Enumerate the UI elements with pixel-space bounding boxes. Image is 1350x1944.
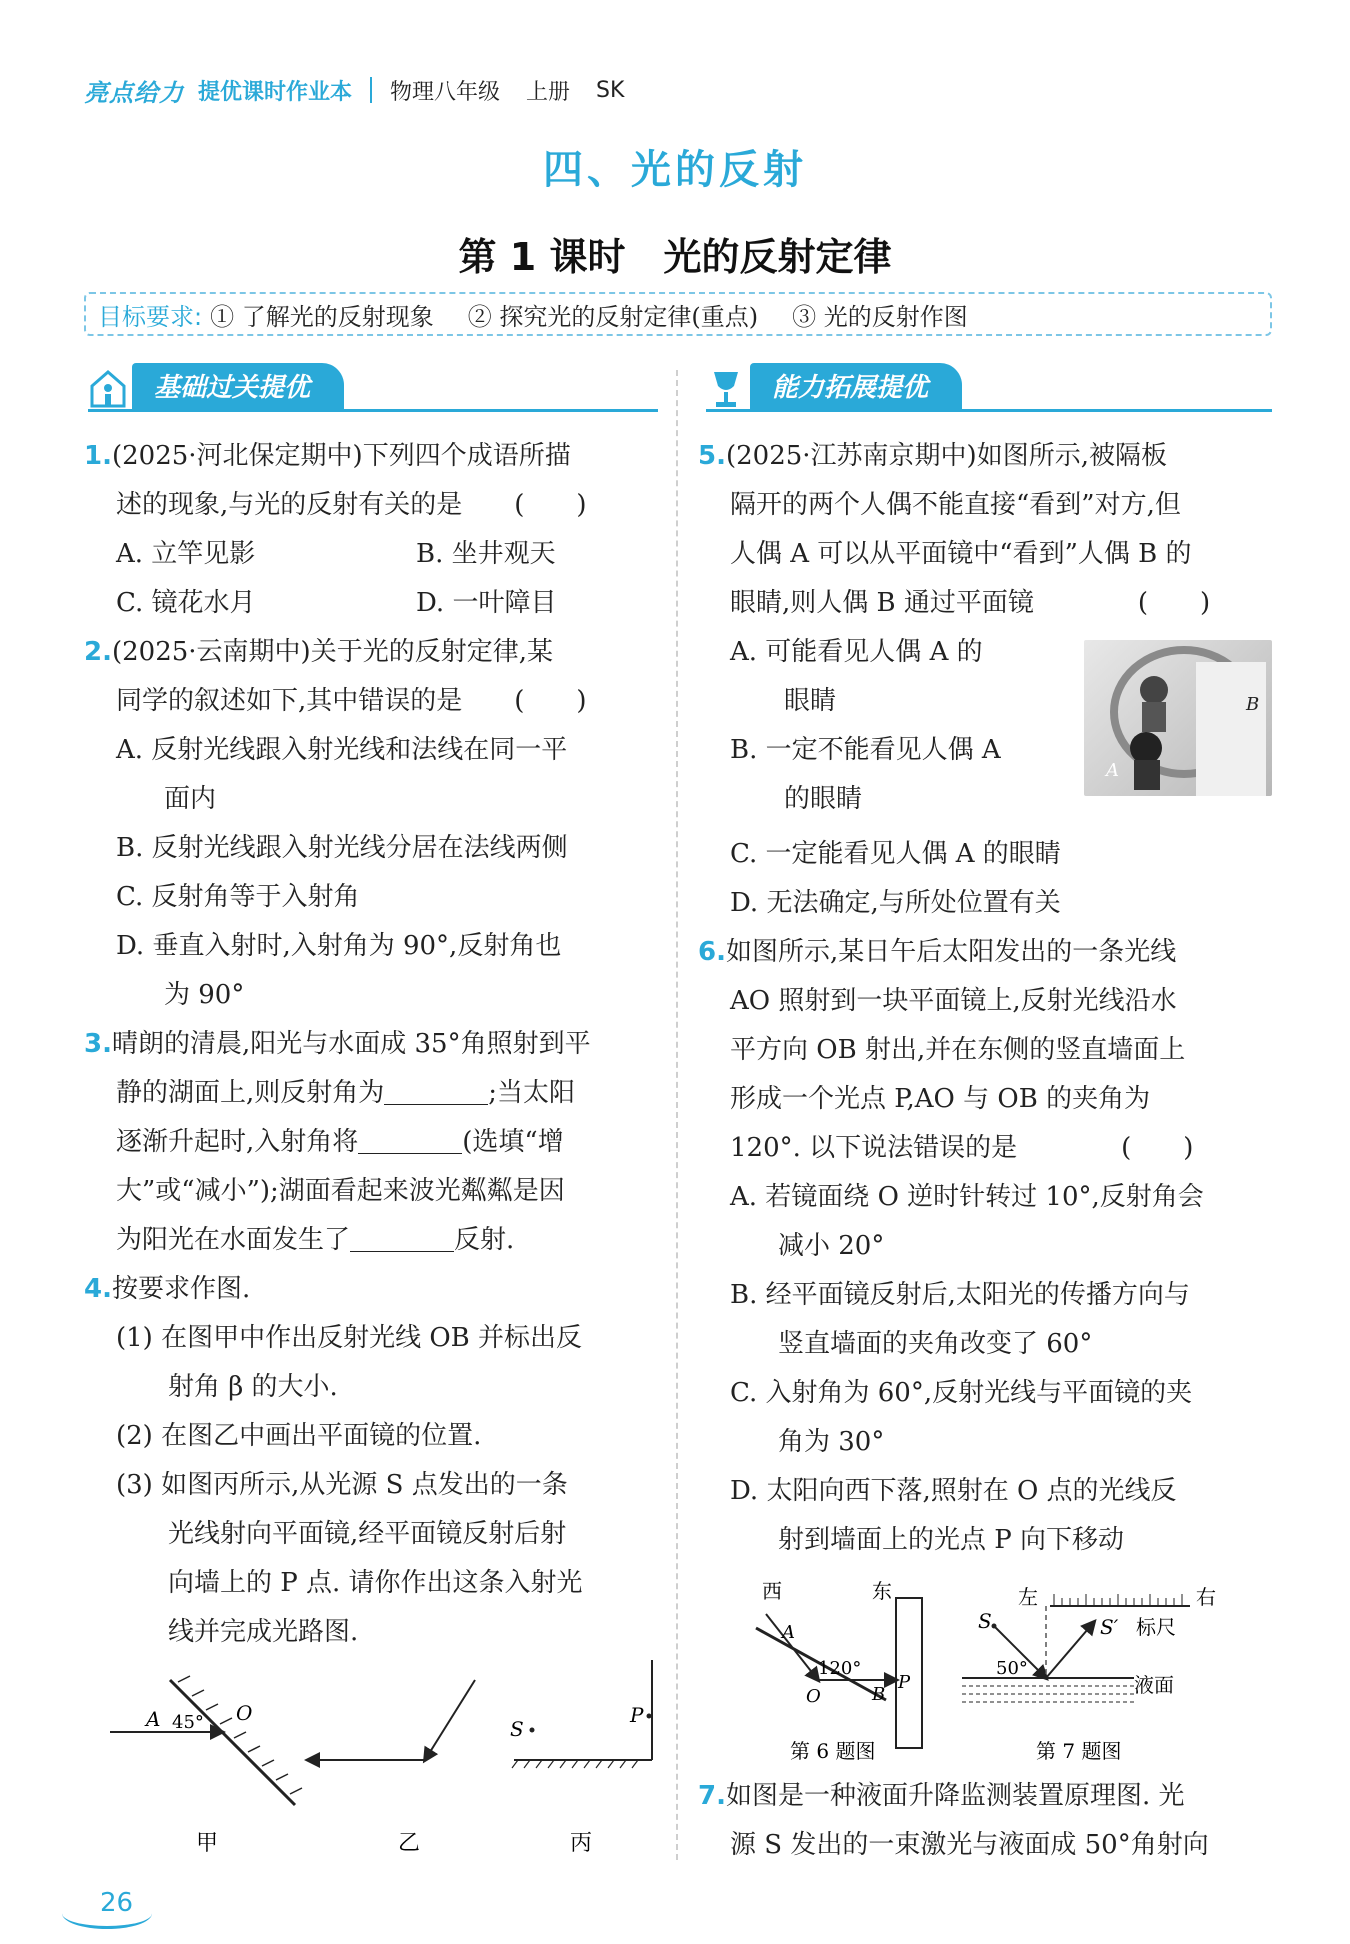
figure-jia — [110, 1676, 302, 1856]
question-text: 平方向 OB 射出,并在东侧的竖直墙面上 — [730, 1035, 1186, 1065]
label-liquid: 液面 — [1134, 1673, 1174, 1697]
question-2 — [84, 628, 664, 726]
banner-label: 能力拓展提优 — [750, 363, 962, 410]
subquestion-3: (3) 如图丙所示,从光源 S 点发出的一条 — [116, 1470, 568, 1500]
figure-caption: 第 7 题图 — [1036, 1739, 1122, 1763]
question-text: 同学的叙述如下,其中错误的是 ( ) — [116, 686, 587, 716]
label-p: P — [630, 1703, 644, 1727]
label-left: 左 — [1018, 1585, 1038, 1609]
angle-label: 50° — [996, 1658, 1028, 1679]
angle-label: 120° — [818, 1658, 862, 1679]
option-c: C. 入射角为 60°,反射光线与平面镜的夹 — [730, 1378, 1193, 1408]
banner-rule — [88, 409, 658, 412]
label-b: B — [872, 1684, 886, 1705]
option-b: B. 反射光线跟入射光线分居在法线两侧 — [116, 833, 568, 863]
question-1 — [84, 432, 664, 530]
section-title: 四、光的反射 — [543, 146, 807, 193]
question-number: 1. — [84, 441, 112, 471]
question-text: AO 照射到一块平面镜上,反射光线沿水 — [730, 986, 1177, 1016]
option-d: D. 无法确定,与所处位置有关 — [730, 888, 1061, 918]
option-a: A. 反射光线跟入射光线和法线在同一平 — [116, 735, 568, 765]
figure-yi — [308, 1680, 475, 1856]
question-text: (2025·云南期中)关于光的反射定律,某 — [111, 637, 553, 667]
label-o: O — [806, 1686, 821, 1707]
option-d: D. 一叶障目 — [416, 588, 557, 618]
question-text: 为阳光在水面发生了 — [116, 1225, 351, 1255]
answer-blank[interactable] — [384, 1074, 488, 1105]
book-subtitle: 提优课时作业本 — [198, 79, 353, 105]
option-c-cont: 角为 30° — [778, 1427, 885, 1457]
volume-label: 上册 — [526, 79, 571, 105]
subquestion-1: (1) 在图甲中作出反射光线 OB 并标出反 — [116, 1323, 583, 1353]
question-number: 3. — [84, 1029, 112, 1059]
question-6 — [698, 928, 1272, 1173]
page-header — [84, 72, 650, 108]
option-a-cont: 面内 — [164, 784, 217, 814]
question-text: 120°. 以下说法错误的是 ( ) — [730, 1133, 1194, 1163]
question-text: 眼睛,则人偶 B 通过平面镜 ( ) — [730, 588, 1211, 618]
question-number: 7. — [698, 1781, 726, 1811]
option-b: B. 经平面镜反射后,太阳光的传播方向与 — [730, 1280, 1190, 1310]
edition-label: SK — [596, 77, 625, 103]
question-text: 述的现象,与光的反射有关的是 ( ) — [116, 490, 587, 520]
question-text: 大”或“减小”);湖面看起来波光粼粼是因 — [116, 1176, 565, 1206]
question-text: (选填“增 — [462, 1127, 564, 1157]
label-a: A — [782, 1622, 795, 1643]
option-b-cont: 的眼睛 — [784, 784, 863, 814]
option-d: D. 垂直入射时,入射角为 90°,反射角也 — [116, 931, 562, 961]
question-text: 人偶 A 可以从平面镜中“看到”人偶 B 的 — [730, 539, 1192, 569]
question-number: 5. — [698, 441, 726, 471]
figure-7 — [950, 1576, 1240, 1766]
goal-item: ③ 光的反射作图 — [792, 302, 968, 331]
question-text: 静的湖面上,则反射角为 — [116, 1078, 385, 1108]
question-text: 源 S 发出的一束激光与液面成 50°角射向 — [730, 1830, 1209, 1860]
question-text: (2025·河北保定期中)下列四个成语所描 — [111, 441, 571, 471]
subquestion-2: (2) 在图乙中画出平面镜的位置. — [116, 1421, 482, 1451]
question-number: 2. — [84, 637, 112, 667]
lesson-title: 第 1 课时 光的反射定律 — [458, 235, 892, 279]
question-text: ;当太阳 — [488, 1078, 576, 1108]
option-c: C. 一定能看见人偶 A 的眼睛 — [730, 839, 1061, 869]
label-ruler: 标尺 — [1136, 1615, 1176, 1639]
figure-caption: 第 6 题图 — [790, 1739, 876, 1763]
label-o: O — [236, 1701, 253, 1725]
subquestion-3-cont: 光线射向平面镜,经平面镜反射后射 — [168, 1519, 567, 1549]
option-c: C. 反射角等于入射角 — [116, 882, 360, 912]
label-s: S — [978, 1609, 992, 1633]
label-west: 西 — [762, 1579, 782, 1603]
photo-label-a: A — [1106, 760, 1119, 781]
q4-figures — [100, 1660, 660, 1860]
label-right: 右 — [1196, 1585, 1216, 1609]
brand-logo: 亮点给力 — [84, 78, 184, 107]
question-5 — [698, 432, 1272, 628]
page-number: 26 — [100, 1888, 134, 1918]
photo-label-b: B — [1246, 694, 1260, 715]
banner-label: 基础过关提优 — [132, 363, 344, 410]
answer-blank[interactable] — [358, 1123, 462, 1154]
label-s: S — [510, 1717, 524, 1741]
option-b: B. 坐井观天 — [416, 539, 556, 569]
banner-advanced — [706, 362, 1272, 410]
question-4 — [84, 1265, 664, 1314]
angle-label: 45° — [172, 1712, 204, 1733]
option-d-cont: 为 90° — [164, 980, 245, 1010]
option-a: A. 立竿见影 — [116, 539, 256, 569]
goal-item: ② 探究光的反射定律(重点) — [467, 302, 759, 331]
goals-box — [84, 292, 1272, 336]
banner-basic — [88, 362, 658, 410]
subject-label: 物理八年级 — [390, 79, 501, 105]
option-d-cont: 射到墙面上的光点 P 向下移动 — [778, 1525, 1125, 1555]
question-7 — [698, 1772, 1272, 1870]
option-a-cont: 减小 20° — [778, 1231, 885, 1261]
option-c: C. 镜花水月 — [116, 588, 256, 618]
question-3 — [84, 1020, 664, 1265]
label-a: A — [146, 1707, 161, 1731]
banner-rule — [706, 409, 1272, 412]
question-text: (2025·江苏南京期中)如图所示,被隔板 — [725, 441, 1167, 471]
goals-label: 目标要求: — [98, 302, 203, 331]
label-p: P — [898, 1672, 911, 1693]
figure-caption: 丙 — [570, 1831, 593, 1856]
figure-6 — [746, 1576, 936, 1766]
question-text: 晴朗的清晨,阳光与水面成 35°角照射到平 — [111, 1029, 591, 1059]
question-text: 逐渐升起时,入射角将 — [116, 1127, 359, 1157]
figure-caption: 甲 — [196, 1831, 219, 1856]
question-number: 4. — [84, 1274, 112, 1304]
goal-item: ① 了解光的反射现象 — [210, 302, 434, 331]
doll-mirror-photo — [1084, 640, 1272, 796]
question-text: 隔开的两个人偶不能直接“看到”对方,但 — [730, 490, 1181, 520]
house-icon — [88, 366, 128, 410]
option-b: B. 一定不能看见人偶 A — [730, 735, 1001, 765]
label-s-prime: S′ — [1100, 1615, 1119, 1639]
question-text: 如图所示,某日午后太阳发出的一条光线 — [725, 937, 1177, 967]
figure-bing — [510, 1660, 652, 1856]
question-text: 形成一个光点 P,AO 与 OB 的夹角为 — [730, 1084, 1151, 1114]
trophy-icon — [706, 366, 746, 410]
answer-blank[interactable] — [350, 1221, 454, 1252]
option-a: A. 若镜面绕 O 逆时针转过 10°,反射角会 — [730, 1182, 1204, 1212]
question-text: 反射. — [454, 1225, 515, 1255]
label-east: 东 — [872, 1579, 892, 1603]
question-text: 按要求作图. — [111, 1274, 251, 1304]
option-a: A. 可能看见人偶 A 的 — [730, 637, 983, 667]
option-a-cont: 眼睛 — [784, 686, 837, 716]
header-divider — [370, 77, 372, 103]
subquestion-1-cont: 射角 β 的大小. — [168, 1372, 338, 1402]
column-divider — [676, 370, 678, 1860]
question-number: 6. — [698, 937, 726, 967]
option-d: D. 太阳向西下落,照射在 O 点的光线反 — [730, 1476, 1177, 1506]
figure-caption: 乙 — [398, 1831, 421, 1856]
option-b-cont: 竖直墙面的夹角改变了 60° — [778, 1329, 1093, 1359]
subquestion-3-cont: 线并完成光路图. — [168, 1617, 359, 1647]
q5-photo — [1084, 640, 1272, 796]
question-text: 如图是一种液面升降监测装置原理图. 光 — [725, 1781, 1185, 1811]
subquestion-3-cont: 向墙上的 P 点. 请你作出这条入射光 — [168, 1568, 583, 1598]
